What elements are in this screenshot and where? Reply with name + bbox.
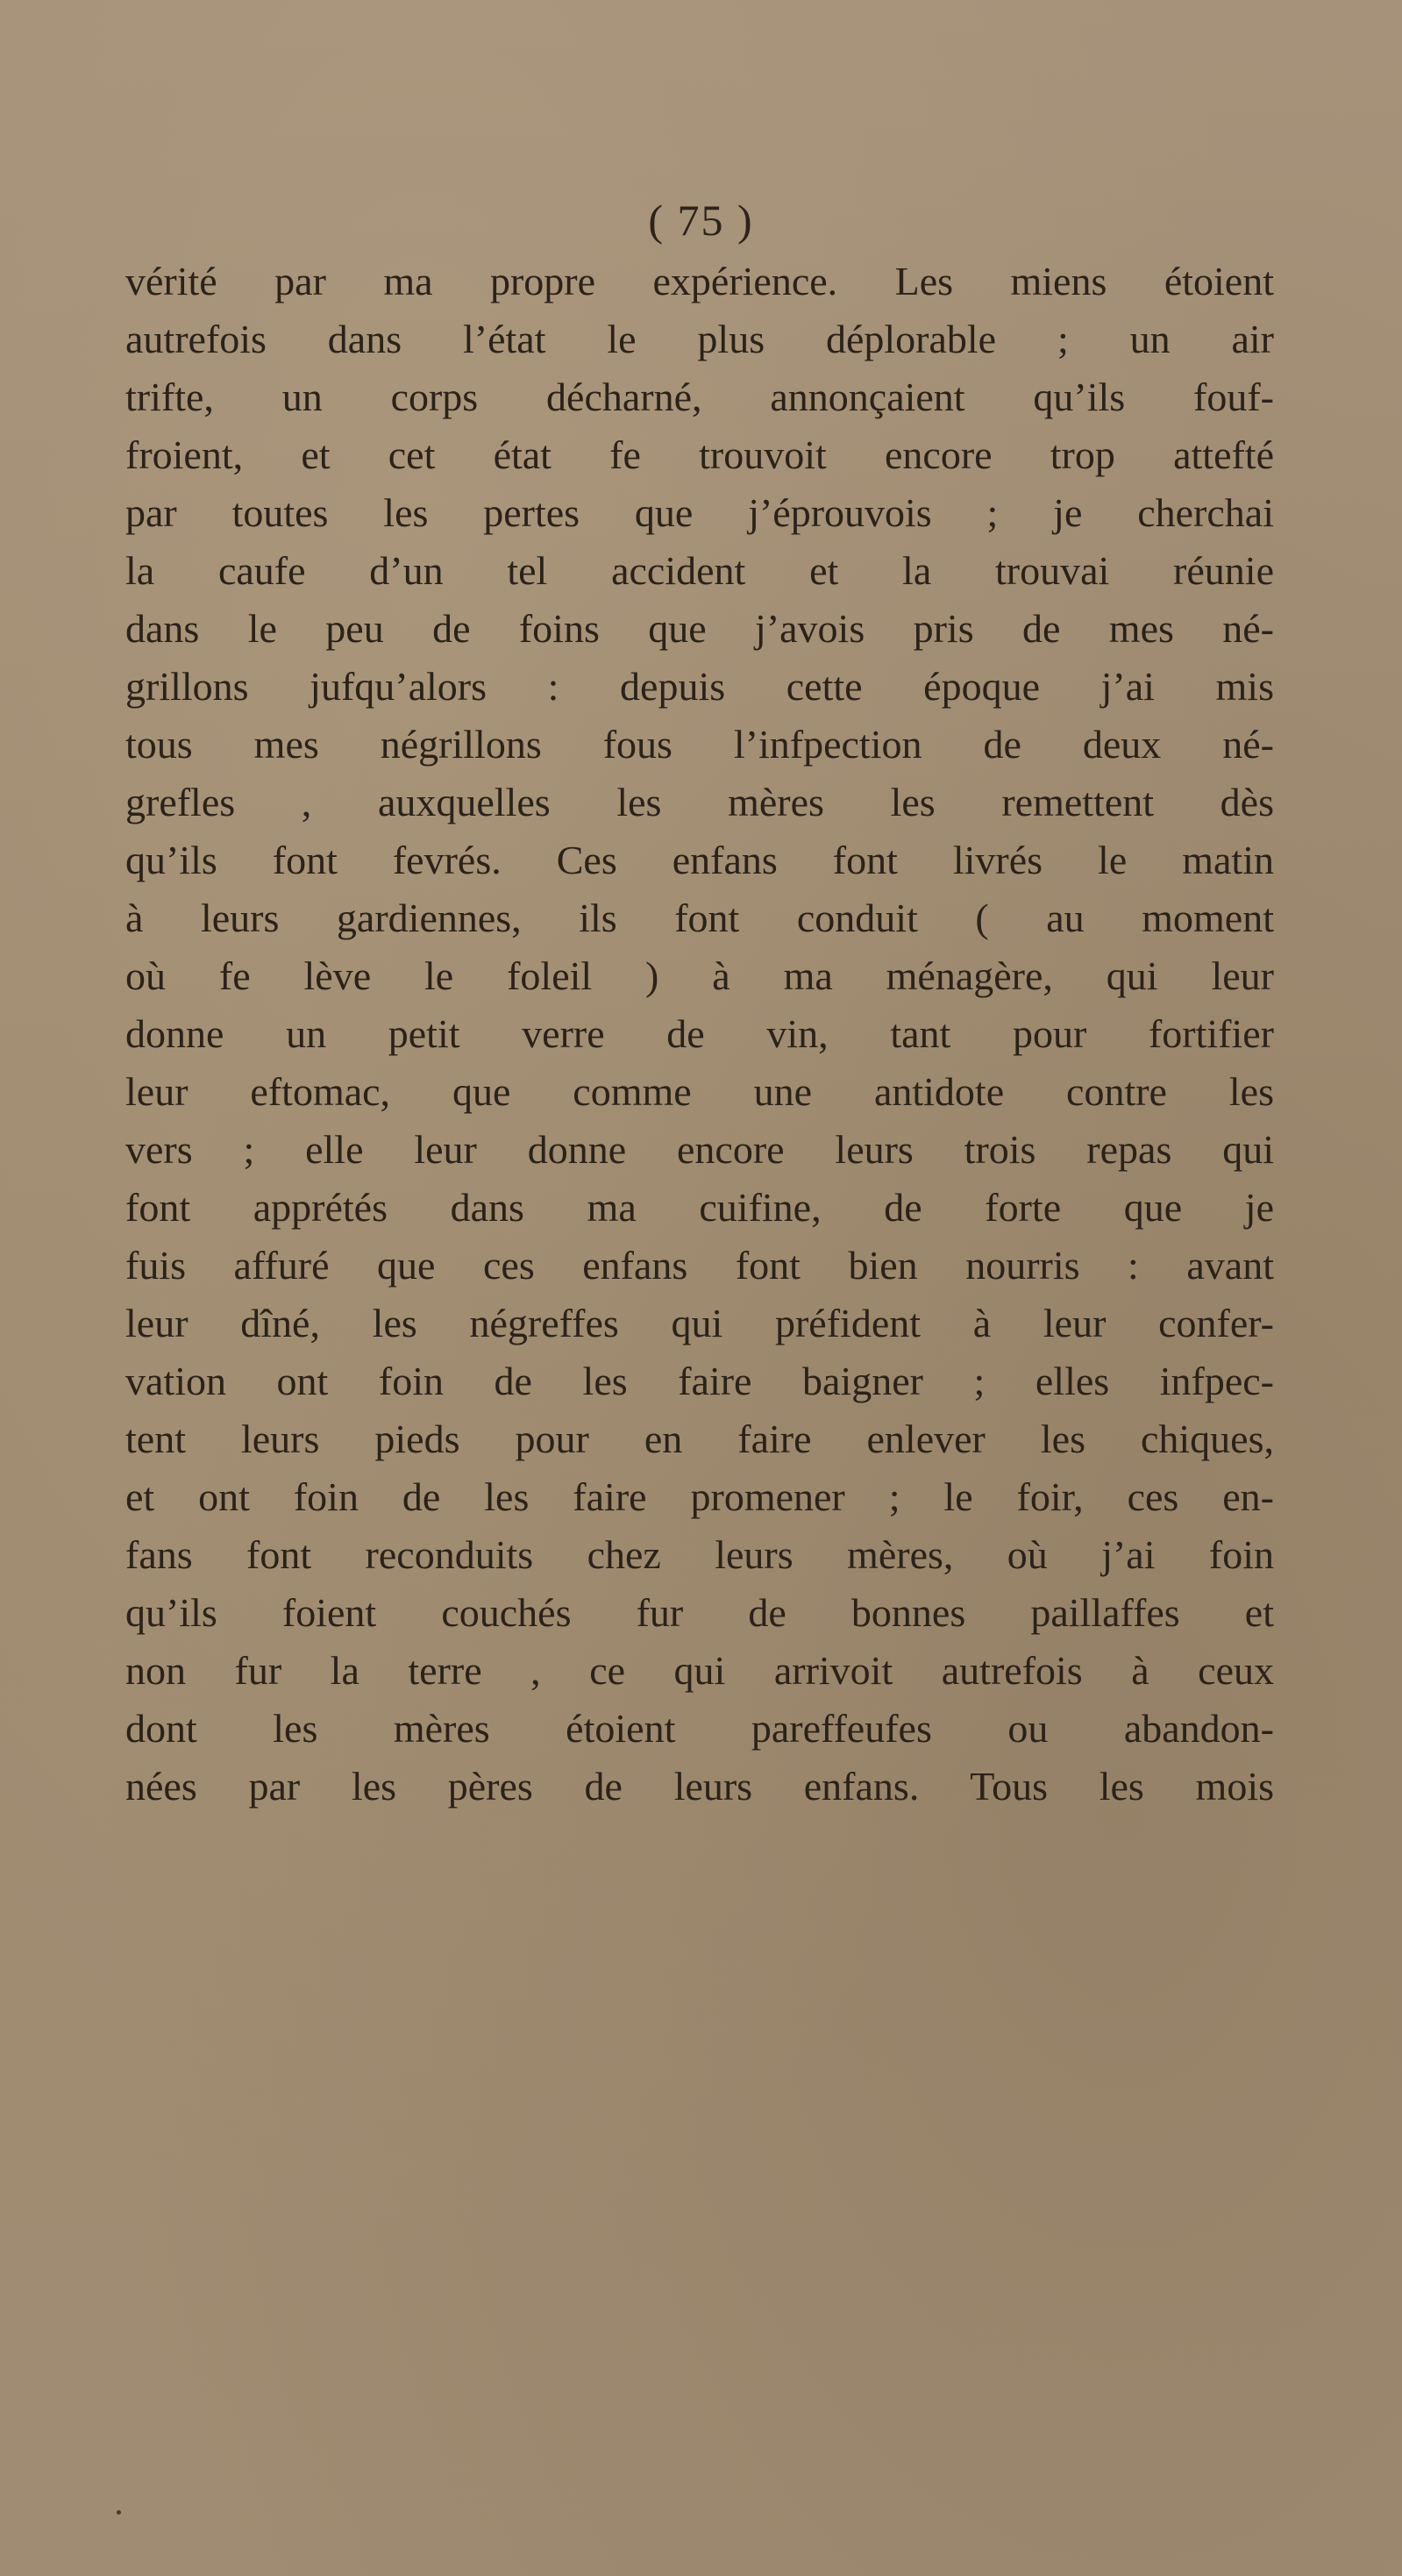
- text-line: fuis affuré que ces enfans font bien nourris : avant: [125, 1243, 1274, 1288]
- text-line: par toutes les pertes que j’éprouvois ; je cherchai: [125, 490, 1274, 535]
- text-line: font apprétés dans ma cuifine, de forte que je: [125, 1185, 1274, 1230]
- text-line: donne un petit verre de vin, tant pour fortifier: [125, 1011, 1274, 1056]
- body-text: [125, 253, 1274, 1816]
- text-line: grefles , auxquelles les mères les remettent dès: [125, 780, 1274, 824]
- text-line: froient, et cet état fe trouvoit encore trop attefté: [125, 432, 1274, 477]
- text-line: leur dîné, les négreffes qui préfident à leur confer-: [125, 1301, 1274, 1345]
- text-line: grillons jufqu’alors : depuis cette époque j’ai mis: [125, 664, 1274, 709]
- text-line: qu’ils foient couchés fur de bonnes paillaffes et: [125, 1590, 1274, 1635]
- text-line: tent leurs pieds pour en faire enlever les chiques,: [125, 1416, 1274, 1461]
- text-line: non fur la terre , ce qui arrivoit autrefois à ceux: [125, 1648, 1274, 1693]
- text-line: dont les mères étoient pareffeufes ou abandon-: [125, 1706, 1274, 1751]
- text-line: trifte, un corps décharné, annonçaient qu’ils fouf-: [125, 375, 1274, 419]
- text-line: à leurs gardiennes, ils font conduit ( au moment: [125, 896, 1274, 940]
- text-line: nées par les pères de leurs enfans. Tous les mois: [125, 1764, 1274, 1809]
- paper-speck: [117, 2510, 121, 2515]
- text-line: vérité par ma propre expérience. Les miens étoient: [125, 259, 1274, 303]
- text-line: vers ; elle leur donne encore leurs trois repas qui: [125, 1127, 1274, 1172]
- text-line: fans font reconduits chez leurs mères, où j’ai foin: [125, 1532, 1274, 1577]
- text-line: tous mes négrillons fous l’infpection de deux né-: [125, 722, 1274, 767]
- text-line: la caufe d’un tel accident et la trouvai réunie: [125, 548, 1274, 593]
- text-line: leur eftomac, que comme une antidote contre les: [125, 1069, 1274, 1114]
- text-line: vation ont foin de les faire baigner ; elles infpec-: [125, 1359, 1274, 1403]
- text-line: qu’ils font fevrés. Ces enfans font livrés le matin: [125, 838, 1274, 882]
- text-line: où fe lève le foleil ) à ma ménagère, qui leur: [125, 953, 1274, 998]
- page-number: ( 75 ): [648, 196, 754, 245]
- text-line: dans le peu de foins que j’avois pris de mes né-: [125, 606, 1274, 651]
- text-line: autrefois dans l’état le plus déplorable ; un air: [125, 317, 1274, 361]
- text-line: et ont foin de les faire promener ; le foir, ces en-: [125, 1474, 1274, 1519]
